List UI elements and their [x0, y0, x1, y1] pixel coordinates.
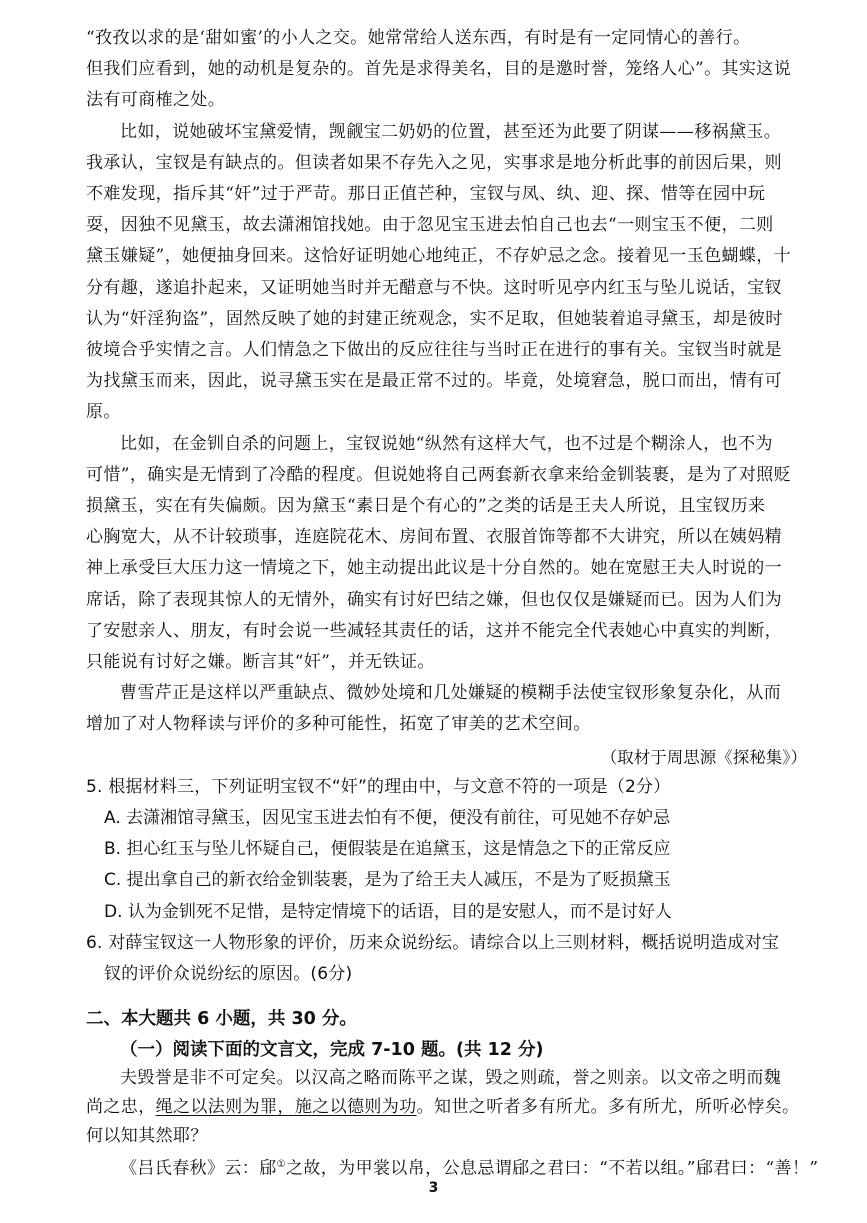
paragraph-line: 分有趣，遂追扑起来，又证明她当时并无醋意与不快。这时听见亭内红玉与坠儿说话，宝钗 — [86, 278, 782, 298]
paragraph-line: 可惜”，确实是无情到了冷酷的程度。但说她将自己两套新衣拿来给金钏装裹，是为了对照贬 — [86, 465, 792, 485]
question-5-option-d: D. 认为金钏死不足惜，是特定情境下的话语，目的是安慰人，而不是讨好人 — [104, 902, 672, 922]
paragraph-line: 为找黛玉而来，因此，说寻黛玉实在是最正常不过的。毕竟，处境窘急，脱口而出，情有可 — [86, 371, 782, 391]
paragraph-line: 认为“奸淫狗盗”，固然反映了她的封建正统观念，实不足取，但她装着追寻黛玉，却是彼时 — [86, 309, 783, 329]
question-5-option-a: A. 去潇湘馆寻黛玉，因见宝玉进去怕有不便，便没有前往，可见她不存妒忌 — [104, 808, 671, 828]
classical-text: 之故，为甲裳以帛，公息忌谓郈之君曰：“不若以组。”郈君曰：“善！” — [285, 1158, 819, 1179]
classical-text: 夫毁誉是非不可定矣。以汉高之略而陈平之谋，毁之则疏，誉之则亲。以文帝之明而魏 — [120, 1068, 782, 1088]
paragraph-line: 耍，因独不见黛玉，故去潇湘馆找她。由于忽见宝玉进去怕自己也去“一则宝玉不便，二则 — [86, 215, 774, 235]
paragraph-line: 席话，除了表现其惊人的无情外，确实有讨好巴结之嫌，但也仅仅是嫌疑而已。因为人们为 — [86, 590, 782, 610]
paragraph-line: 心胸宽大，从不计较琐事，连庭院花木、房间布置、衣服首饰等都不大讲究，所以在姨妈精 — [86, 527, 782, 547]
question-5-stem: 5. 根据材料三，下列证明宝钗不“奸”的理由中，与文意不符的一项是（2分） — [86, 777, 671, 797]
paragraph-line: 损黛玉，实在有失偏颇。因为黛玉“素日是个有心的”之类的话是王夫人所说，且宝钗历来 — [86, 496, 766, 516]
paragraph-line: 法有可商榷之处。 — [86, 90, 226, 110]
paragraph-line: 但我们应看到，她的动机是复杂的。首先是求得美名，目的是邀时誉，笼络人心”。其实这说 — [86, 59, 792, 79]
paragraph-line: 彼境合乎实情之言。人们情急之下做出的反应往往与当时正在进行的事有关。宝钗当时就是 — [86, 340, 782, 360]
paragraph-line: 我承认，宝钗是有缺点的。但读者如果不存先入之见，实事求是地分析此事的前因后果，则 — [86, 153, 782, 173]
classical-text: 《吕氏春秋》云：郈 — [120, 1158, 277, 1179]
paragraph-line: 神上承受巨大压力这一情境之下，她主动提出此议是十分自然的。她在宽慰王夫人时说的一 — [86, 558, 782, 578]
paragraph-line: 曹雪芹正是这样以严重缺点、微妙处境和几处嫌疑的模糊手法使宝钗形象复杂化，从而 — [120, 683, 782, 703]
paragraph-line: 比如，说她破坏宝黛爱情，觊觎宝二奶奶的位置，甚至还为此要了阴谋——移祸黛玉。 — [120, 122, 782, 142]
section-subtitle: （一）阅读下面的文言文，完成 7-10 题。(共 12 分) — [120, 1040, 544, 1060]
underlined-sentence: 绳之以法则为罪 — [155, 1097, 278, 1117]
page-number: 3 — [428, 1180, 439, 1196]
question-5-option-c: C. 提出拿自己的新衣给金钏装裹，是为了给王夫人减压，不是为了贬损黛玉 — [104, 870, 671, 890]
paragraph-line: 只能说有讨好之嫌。断言其“奸”，并无铁证。 — [86, 652, 435, 672]
paragraph-line: 比如，在金钏自杀的问题上，宝钗说她“纵然有这样大气，也不过是个糊涂人，也不为 — [120, 434, 773, 454]
section-title: 二、本大题共 6 小题，共 30 分。 — [86, 1009, 357, 1029]
question-6-line: 钗的评价众说纷纭的原因。(6分) — [104, 964, 353, 984]
paragraph-line: 原。 — [86, 402, 121, 422]
underlined-sentence: 施之以德则为功 — [294, 1097, 417, 1117]
question-5-option-b: B. 担心红玉与坠儿怀疑自己，便假装是在追黛玉，这是情急之下的正常反应 — [104, 839, 671, 859]
paragraph-line: 增加了对人物释读与评价的多种可能性，拓宽了审美的艺术空间。 — [86, 714, 591, 734]
classical-text: ， — [277, 1097, 295, 1117]
source-citation: （取材于周思源《探秘集》） — [600, 748, 807, 767]
footnote-marker: ① — [276, 1159, 286, 1170]
question-6-line: 6. 对薛宝钗这一人物形象的评价，历来众说纷纭。请综合以上三则材料，概括说明造成对宝 — [86, 933, 780, 953]
paragraph-line: 不难发现，指斥其“奸”过于严苛。那日正值芒种，宝钗与凤、纨、迎、探、惜等在园中玩 — [86, 184, 766, 204]
paragraph-line: 黛玉嫌疑”，她便抽身回来。这恰好证明她心地纯正，不存妒忌之念。接着见一玉色蝴蝶，十 — [86, 246, 792, 266]
classical-text: 何以知其然耶？ — [86, 1126, 208, 1146]
classical-text: 。知世之听者多有所尤。多有所尤，所听必悖矣。 — [416, 1097, 800, 1117]
paragraph-line: “孜孜以求的是‘甜如蜜’的小人之交。她常常给人送东西，有时是有一定同情心的善行。 — [86, 28, 751, 48]
classical-text: 尚之忠， — [86, 1097, 156, 1117]
paragraph-line: 了安慰亲人、朋友，有时会说一些减轻其责任的话，这并不能完全代表她心中真实的判断， — [86, 621, 782, 641]
